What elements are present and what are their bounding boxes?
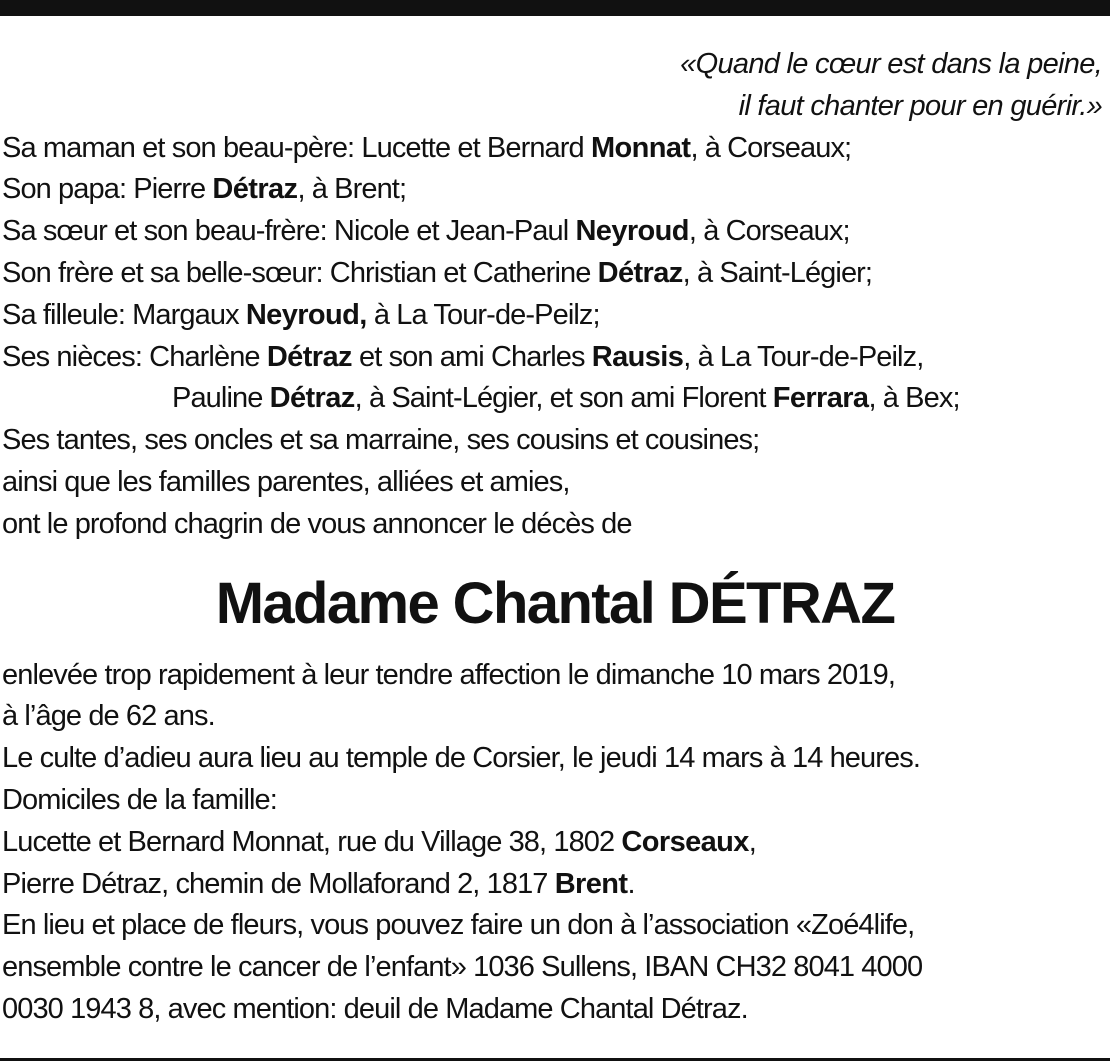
surname: Ferrara xyxy=(772,382,869,415)
text: , à La Tour-de-Peilz, xyxy=(683,340,924,373)
text: , à Corseaux; xyxy=(690,131,852,164)
surname: Détraz xyxy=(266,340,352,373)
family-line xyxy=(2,295,1108,337)
locality: Brent xyxy=(554,867,628,900)
family-line xyxy=(2,128,1108,170)
quote-line: il faut chanter pour en guérir.» xyxy=(738,89,1102,122)
nieces-line xyxy=(2,337,1108,379)
death-notice xyxy=(2,44,1108,1031)
text: , à Saint-Légier, et son ami Florent xyxy=(354,382,773,415)
text: Pauline xyxy=(172,382,270,415)
top-rule xyxy=(0,0,1110,16)
surname: Neyroud, xyxy=(245,298,367,331)
text: Pierre Détraz, chemin de Mollaforand 2, 1817 xyxy=(2,867,555,900)
deceased-name: Madame Chantal DÉTRAZ xyxy=(215,570,895,636)
text: à La Tour-de-Peilz; xyxy=(366,298,600,331)
family-line xyxy=(2,253,1108,295)
details-line: enlevée trop rapidement à leur tendre affection le dimanche 10 mars 2019, xyxy=(2,658,895,691)
text: Lucette et Bernard Monnat, rue du Village 38, 1802 xyxy=(2,825,622,858)
text: , à Saint-Légier; xyxy=(682,256,873,289)
domiciles-heading: Domiciles de la famille: xyxy=(2,783,277,816)
donation-line: En lieu et place de fleurs, vous pouvez faire un don à l’association «Zoé4life, xyxy=(2,909,915,942)
surname: Monnat xyxy=(590,131,691,164)
donation-line: ensemble contre le cancer de l’enfant» 1036 Sullens, IBAN CH32 8041 4000 xyxy=(2,951,923,984)
ceremony-line: Le culte d’adieu aura lieu au temple de Corsier, le jeudi 14 mars à 14 heures. xyxy=(2,742,921,775)
address-line xyxy=(2,822,1108,864)
text: Sa sœur et son beau-frère: Nicole et Jean-Paul xyxy=(2,215,576,248)
relatives-line: ainsi que les familles parentes, alliées et amies, xyxy=(2,465,570,498)
nieces-line-continued xyxy=(2,378,1108,420)
family-list xyxy=(2,128,1108,546)
relatives-line: Ses tantes, ses oncles et sa marraine, ses cousins et cousines; xyxy=(2,424,760,457)
family-line xyxy=(2,169,1108,211)
locality: Corseaux xyxy=(621,825,749,858)
announcement-line: ont le profond chagrin de vous annoncer le décès de xyxy=(2,507,632,540)
text: , à Corseaux; xyxy=(688,215,850,248)
surname: Détraz xyxy=(269,382,355,415)
text: , xyxy=(748,825,756,858)
surname: Détraz xyxy=(212,173,298,206)
surname: Détraz xyxy=(597,256,683,289)
quote-line: «Quand le cœur est dans la peine, xyxy=(680,48,1102,80)
text: , à Bex; xyxy=(868,382,960,415)
text: , à Brent; xyxy=(297,173,407,206)
bottom-rule xyxy=(0,1058,1110,1061)
epigraph-quote xyxy=(2,44,1108,128)
family-line xyxy=(2,211,1108,253)
donation-line: 0030 1943 8, avec mention: deuil de Madame Chantal Détraz. xyxy=(2,992,748,1025)
address-line xyxy=(2,864,1108,906)
text: Ses nièces: Charlène xyxy=(2,340,267,373)
details xyxy=(2,655,1108,1031)
text: Sa filleule: Margaux xyxy=(2,298,246,331)
surname: Neyroud xyxy=(575,215,689,248)
surname: Rausis xyxy=(591,340,684,373)
text: Son papa: Pierre xyxy=(2,173,213,206)
text: . xyxy=(627,867,635,900)
text: et son ami Charles xyxy=(351,340,592,373)
text: Sa maman et son beau-père: Lucette et Bernard xyxy=(2,131,591,164)
details-line: à l’âge de 62 ans. xyxy=(2,700,215,733)
text: Son frère et sa belle-sœur: Christian et Catherine xyxy=(2,256,598,289)
